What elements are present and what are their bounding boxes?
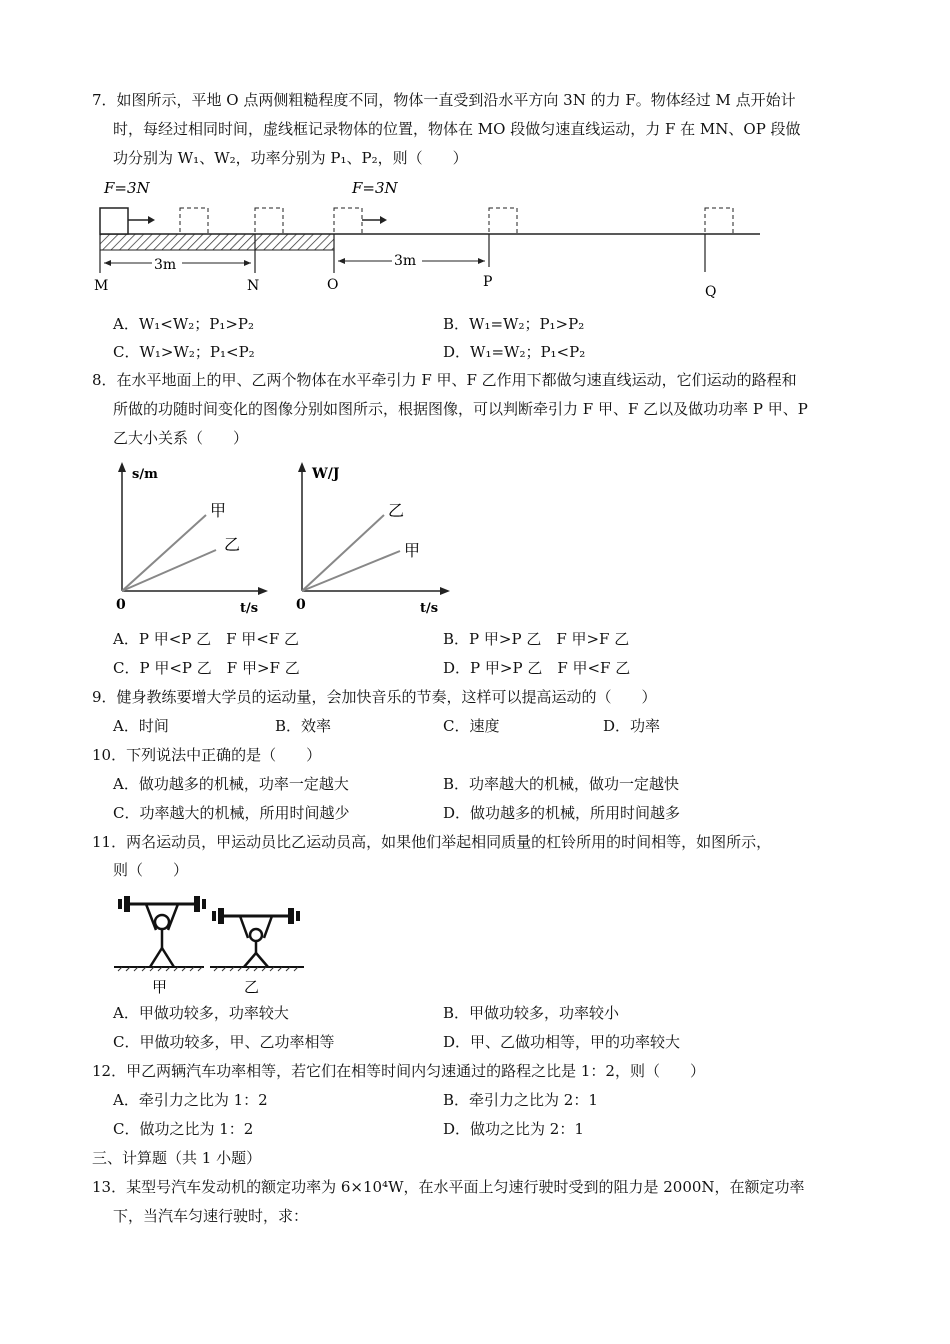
q12-option-a[interactable]: A．牵引力之比为 1：2: [113, 1091, 268, 1109]
q10-option-c[interactable]: C．功率越大的机械，所用时间越少: [113, 804, 350, 822]
q8-stem-line3: 乙大小关系（ ）: [113, 429, 249, 447]
q9-option-b[interactable]: B．效率: [275, 717, 332, 735]
q8-option-c[interactable]: C．P 甲<P 乙 F 甲>F 乙: [113, 659, 300, 677]
q7-dashed-box: [180, 208, 208, 234]
q7-force-arrow-left: [148, 216, 155, 224]
q13-stem-line2: 下，当汽车匀速行驶时，求：: [113, 1207, 309, 1225]
q9-option-c[interactable]: C．速度: [443, 717, 500, 735]
q7-force-left-label: F=3N: [104, 179, 150, 197]
q7-rough-surface: [100, 234, 334, 250]
q7-distance-mn: 3m: [154, 257, 177, 273]
q11-label-jia: 甲: [152, 978, 168, 996]
q7-option-c[interactable]: C．W₁>W₂；P₁<P₂: [113, 343, 255, 361]
q8-graph2-ylabel: W/J: [312, 466, 340, 482]
q7-dashed-box: [705, 208, 733, 234]
q9-option-d[interactable]: D．功率: [603, 717, 661, 735]
q8-graph2-label-lower: 甲: [404, 541, 421, 560]
q8-option-d[interactable]: D．P 甲>P 乙 F 甲<F 乙: [443, 659, 631, 677]
q11-option-c[interactable]: C．甲做功较多，甲、乙功率相等: [113, 1033, 335, 1051]
q12-option-b[interactable]: B．牵引力之比为 2：1: [443, 1091, 598, 1109]
q8-stem-line2: 所做的功随时间变化的图像分别如图所示，根据图像，可以判断牵引力 F 甲、F 乙以及做功功率 P 甲、P: [113, 400, 808, 418]
q10-option-d[interactable]: D．做功越多的机械，所用时间越多: [443, 804, 681, 822]
q9-stem: 9．健身教练要增大学员的运动量，会加快音乐的节奏，这样可以提高运动的（ ）: [92, 688, 657, 706]
q7-force-arrow-right: [380, 216, 387, 224]
q11-label-yi: 乙: [244, 978, 260, 996]
q12-option-d[interactable]: D．做功之比为 2：1: [443, 1120, 584, 1138]
q7-point-n: N: [247, 278, 260, 294]
q7-point-m: M: [94, 278, 109, 294]
q8-graph1-label-lower: 乙: [224, 535, 241, 554]
q10-option-b[interactable]: B．功率越大的机械，做功一定越快: [443, 775, 680, 793]
q7-figure: [92, 175, 772, 305]
q7-stem-line1: 7．如图所示，平地 O 点两侧粗糙程度不同，物体一直受到沿水平方向 3N 的力 F。物体经过 M 点开始计: [92, 91, 796, 109]
section-title-calculation: 三、计算题（共 1 小题）: [92, 1149, 262, 1167]
q10-stem: 10．下列说法中正确的是（ ）: [92, 746, 322, 764]
q8-graph2-origin: 0: [296, 597, 306, 613]
q11-option-b[interactable]: B．甲做功较多，功率较小: [443, 1004, 620, 1022]
q7-force-right-label: F=3N: [352, 179, 398, 197]
q7-option-d[interactable]: D．W₁=W₂；P₁<P₂: [443, 343, 586, 361]
q8-graph2-xlabel: t/s: [420, 601, 439, 616]
q8-stem-line1: 8．在水平地面上的甲、乙两个物体在水平牵引力 F 甲、F 乙作用下都做匀速直线运动，它们运动的路程和: [92, 371, 797, 389]
q7-option-b[interactable]: B．W₁=W₂；P₁>P₂: [443, 315, 585, 333]
q11-stem-line1: 11．两名运动员，甲运动员比乙运动员高，如果他们举起相同质量的杠铃所用的时间相等，如图所示，: [92, 833, 772, 851]
q7-point-p: P: [483, 274, 493, 290]
q8-graph1-origin: 0: [116, 597, 126, 613]
q7-dashed-box: [334, 208, 362, 234]
q11-stem-line2: 则（ ）: [113, 861, 189, 879]
q12-option-c[interactable]: C．做功之比为 1：2: [113, 1120, 254, 1138]
q13-stem-line1: 13．某型号汽车发动机的额定功率为 6×10⁴W，在水平面上匀速行驶时受到的阻力是 2000N，在额定功率: [92, 1178, 805, 1196]
q8-option-a[interactable]: A．P 甲<P 乙 F 甲<F 乙: [113, 630, 300, 648]
q8-graph1-line-yi: [122, 550, 216, 591]
q11-option-d[interactable]: D．甲、乙做功相等，甲的功率较大: [443, 1033, 681, 1051]
q7-block-solid: [100, 208, 128, 234]
q8-graph1-ylabel: s/m: [132, 467, 158, 482]
q11-figure: [112, 886, 312, 998]
q11-athlete-yi: [240, 916, 272, 967]
q8-graph1-xlabel: t/s: [240, 601, 259, 616]
q7-dashed-box: [489, 208, 517, 234]
q8-graph2-line-jia: [302, 551, 400, 591]
q12-stem: 12．甲乙两辆汽车功率相等，若它们在相等时间内匀速通过的路程之比是 1：2，则（ ）: [92, 1062, 705, 1080]
q8-graph2-label-upper: 乙: [388, 501, 405, 520]
q11-option-a[interactable]: A．甲做功较多，功率较大: [113, 1004, 289, 1022]
q11-athlete-jia: [146, 904, 178, 967]
q7-stem-line2: 时，每经过相同时间，虚线框记录物体的位置，物体在 MO 段做匀速直线运动，力 F 在 MN、OP 段做: [113, 120, 801, 138]
q9-option-a[interactable]: A．时间: [113, 717, 169, 735]
q8-option-b[interactable]: B．P 甲>P 乙 F 甲>F 乙: [443, 630, 630, 648]
q7-distance-op: 3m: [394, 253, 417, 269]
q7-dashed-box: [255, 208, 283, 234]
q7-point-o: O: [327, 277, 339, 293]
q7-stem-line3: 功分别为 W₁、W₂，功率分别为 P₁、P₂，则（ ）: [113, 149, 468, 167]
q7-option-a[interactable]: A．W₁<W₂；P₁>P₂: [113, 315, 255, 333]
q8-graph1-label-upper: 甲: [210, 501, 227, 520]
q10-option-a[interactable]: A．做功越多的机械，功率一定越大: [113, 775, 349, 793]
q8-graph2-line-yi: [302, 515, 384, 591]
q7-point-q: Q: [705, 284, 717, 300]
q8-figure: [110, 458, 450, 618]
q8-graph1-line-jia: [122, 515, 206, 591]
